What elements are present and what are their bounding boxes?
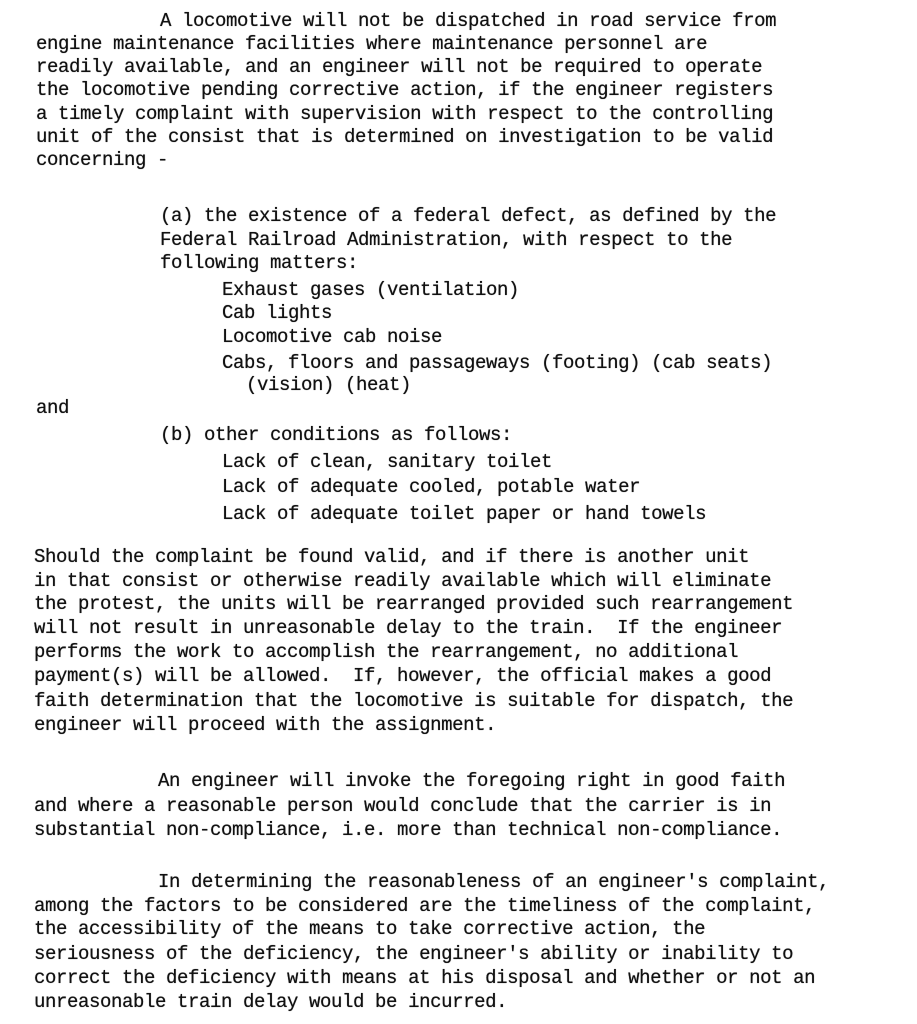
federal-defect-matter: Exhaust gases (ventilation) — [222, 279, 520, 301]
paragraph-2-line: engineer will proceed with the assignment. — [34, 714, 497, 736]
item-b-line: (b) other conditions as follows: — [160, 424, 513, 446]
item-a-line: following matters: — [160, 252, 359, 274]
paragraph-1-line: unit of the consist that is determined on investigation to be valid — [36, 126, 774, 148]
other-condition: Lack of adequate cooled, potable water — [222, 476, 641, 498]
paragraph-2-line: in that consist or otherwise readily available which will eliminate — [34, 570, 772, 592]
paragraph-3-line: An engineer will invoke the foregoing right in good faith — [158, 770, 786, 792]
paragraph-2-line: Should the complaint be found valid, and if there is another unit — [34, 546, 750, 568]
paragraph-2-line: will not result in unreasonable delay to the train. If the engineer — [34, 617, 783, 639]
paragraph-4-line: In determining the reasonableness of an engineer's complaint, — [158, 871, 830, 893]
paragraph-1-line: a timely complaint with supervision with respect to the controlling — [36, 103, 774, 125]
paragraph-2-line: the protest, the units will be rearranged provided such rearrangement — [34, 593, 794, 615]
paragraph-1-line: A locomotive will not be dispatched in road service from — [160, 10, 777, 32]
paragraph-3-line: substantial non-compliance, i.e. more than technical non-compliance. — [34, 819, 783, 841]
other-condition: Lack of clean, sanitary toilet — [222, 451, 553, 473]
paragraph-4-line: seriousness of the deficiency, the engineer's ability or inability to — [34, 943, 794, 965]
paragraph-4-line: correct the deficiency with means at his disposal and whether or not an — [34, 967, 816, 989]
paragraph-2-line: performs the work to accomplish the rearrangement, no additional — [34, 641, 739, 663]
paragraph-1-line: engine maintenance facilities where maintenance personnel are — [36, 33, 708, 55]
paragraph-1-line: concerning - — [36, 149, 169, 171]
federal-defect-matter: Locomotive cab noise — [222, 326, 443, 348]
federal-defect-matter: (vision) (heat) — [246, 374, 412, 396]
paragraph-2-line: payment(s) will be allowed. If, however, the official makes a good — [34, 665, 772, 687]
federal-defect-matter: Cab lights — [222, 302, 333, 324]
paragraph-4-line: the accessibility of the means to take corrective action, the — [34, 918, 706, 940]
connector-and: and — [36, 397, 70, 419]
paragraph-4-line: unreasonable train delay would be incurred. — [34, 991, 508, 1013]
paragraph-3-line: and where a reasonable person would conclude that the carrier is in — [34, 795, 772, 817]
item-a-line: (a) the existence of a federal defect, as defined by the — [160, 205, 777, 227]
other-condition: Lack of adequate toilet paper or hand towels — [222, 503, 707, 525]
paragraph-1-line: the locomotive pending corrective action, if the engineer registers — [36, 79, 774, 101]
paragraph-2-line: faith determination that the locomotive is suitable for dispatch, the — [34, 690, 794, 712]
paragraph-4-line: among the factors to be considered are the timeliness of the complaint, — [34, 895, 816, 917]
paragraph-1-line: readily available, and an engineer will not be required to operate — [36, 56, 763, 78]
item-a-line: Federal Railroad Administration, with respect to the — [160, 229, 733, 251]
federal-defect-matter: Cabs, floors and passageways (footing) (cab seats) — [222, 352, 773, 374]
